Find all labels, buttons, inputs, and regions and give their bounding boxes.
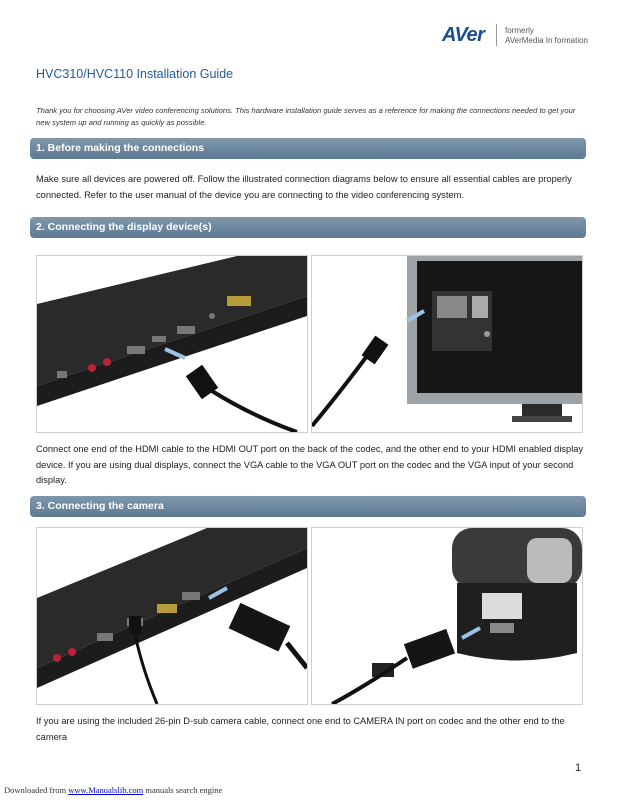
- intro-text: Thank you for choosing AVer video conferencing solutions. This hardware installation guide serves as a reference for making the connections needed to get your new system up and running as quickly as possible.: [36, 106, 576, 127]
- footer: [4, 785, 222, 795]
- camera-cable-photo: [311, 527, 583, 705]
- logo-divider: [496, 24, 497, 46]
- codec-camera-photo: [36, 527, 308, 705]
- display-hdmi-photo: [311, 255, 583, 433]
- section-1-text: Make sure all devices are powered off. Follow the illustrated connection diagrams below to ensure all essential cables are properly connected. Refer to the user manual of the device you are connecting to the video conferencing system.: [36, 174, 572, 200]
- section-3-text: If you are using the included 26-pin D-sub camera cable, connect one end to CAMERA IN port on codec and the other end to the camera: [36, 716, 565, 742]
- codec-hdmi-photo: [36, 255, 308, 433]
- document-title: HVC310/HVC110 Installation Guide: [36, 67, 234, 81]
- manualslib-link[interactable]: www.Manualslib.com: [68, 785, 144, 795]
- formerly-line-2: AVerMedia In formation: [505, 36, 589, 45]
- section-1-heading: 1. Before making the connections: [30, 138, 586, 159]
- footer-prefix: Downloaded from: [4, 785, 69, 795]
- page-number: 1: [575, 762, 582, 774]
- formerly-note: [505, 26, 588, 46]
- section-3-heading: 3. Connecting the camera: [30, 496, 586, 517]
- footer-suffix: manuals search engine: [143, 785, 223, 795]
- section-2-text: Connect one end of the HDMI cable to the HDMI OUT port on the back of the codec, and the other end to your HDMI enabled display device. If you are using dual displays, connect the VGA cable to the VGA OUT port on the codec and the VGA input of your second display.: [36, 444, 584, 485]
- section-2-heading: 2. Connecting the display device(s): [30, 217, 586, 238]
- formerly-line-1: formerly: [505, 26, 534, 35]
- aver-logo: AVer: [442, 24, 485, 46]
